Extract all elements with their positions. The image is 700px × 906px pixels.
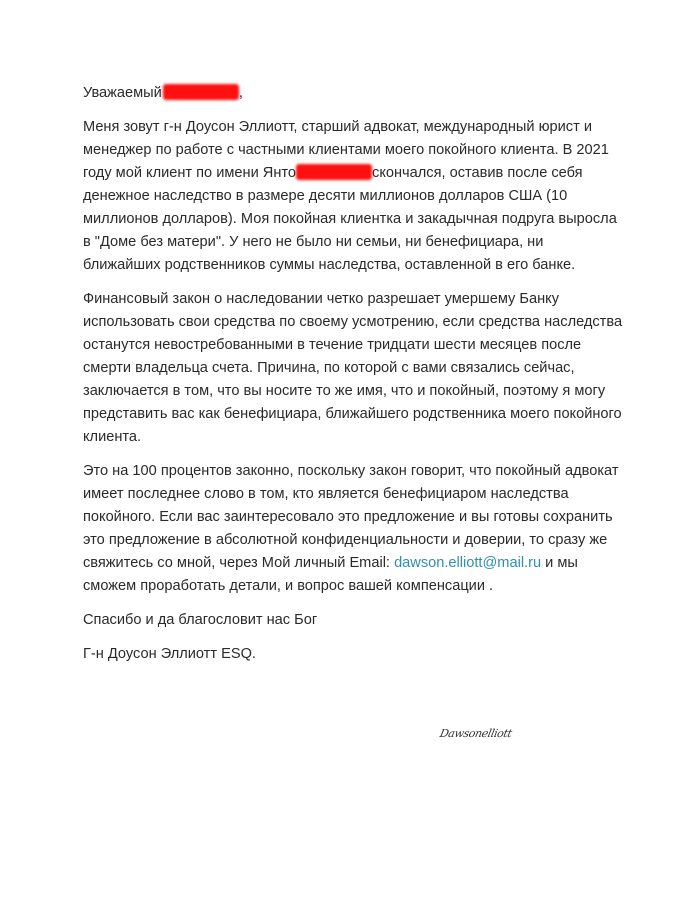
greeting-line [83,82,623,105]
paragraph-introduction-part2: скончался, оставив после себя денежное наследство в размере десяти миллионов долларов США (10 миллионов долларов). Моя покойная клиентка и закадычная подруга выросла в "Доме без матери". У него не было ни семьи, ни бенефициара, ни ближайших родственников суммы наследства, оставленной в его банке. [83,165,617,273]
paragraph-offer-part1: Это на 100 процентов законно, поскольку закон говорит, что покойный адвокат имеет последнее слово в том, кто является бенефициаром наследства покойного. Если вас заинтересовало это предложение и вы готовы сохранить это предложение в абсолютной конфиденциальности и доверии, то сразу же свяжитесь со мной, через Мой личный Email: [83,463,619,571]
greeting-prefix: Уважаемый [83,85,162,101]
email-link[interactable]: dawson.elliott@mail.ru [394,555,542,571]
paragraph-offer [83,460,623,598]
paragraph-introduction-part1: Меня зовут г-н Доусон Эллиотт, старший адвокат, международный юрист и менеджер по работе с частными клиентами моего покойного клиента. В 2021 году мой клиент по имени Янто [83,119,609,181]
redacted-name [163,84,239,100]
handwritten-signature: Dawsonelliott [438,727,513,740]
paragraph-introduction [83,116,623,277]
paragraph-offer-part2: и мы сможем проработать детали, и вопрос вашей компенсации . [83,555,578,594]
greeting-suffix: , [238,85,243,101]
paragraph-law: Финансовый закон о наследовании четко разрешает умершему Банку использовать свои средства по своему усмотрению, если средства наследства останутся невостребованными в течение тридцати шести месяцев после смерти владельца счета. Причина, по которой с вами связались сейчас, заключается в том, что вы носите то же имя, что и покойный, поэтому я могу представить вас как бенефициара, ближайшего родственника моего покойного клиента. [83,291,623,445]
redacted-client-name [296,164,372,180]
closing-line: Спасибо и да благословит нас Бог [83,612,318,628]
sender-line: Г-н Доусон Эллиотт ESQ. [83,646,256,662]
letter-body [83,82,623,677]
